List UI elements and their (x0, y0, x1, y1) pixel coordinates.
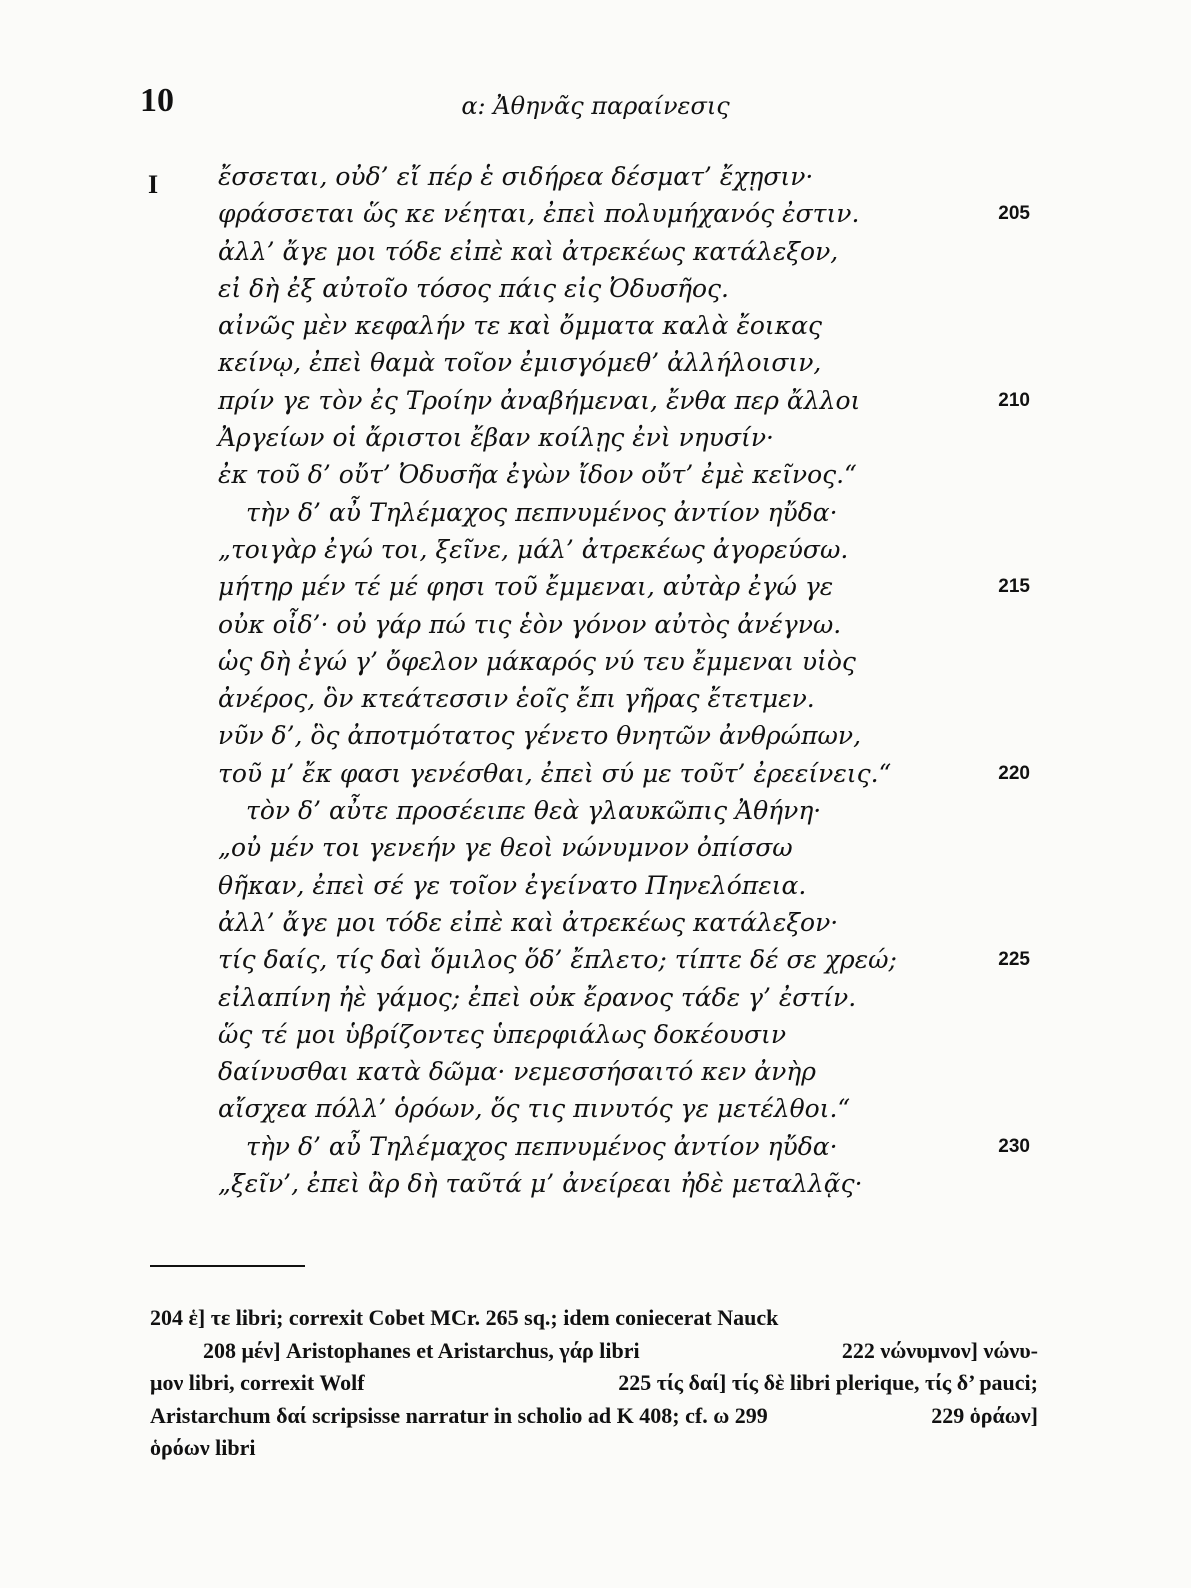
verse-line (0, 419, 1191, 456)
verse-text: τὸν δ’ αὖτε προσέειπε θεὰ γλαυκῶπις Ἀθήνη· (246, 796, 822, 826)
verse-text: θῆκαν, ἐπεὶ σέ γε τοῖον ἐγείνατο Πηνελόπεια. (218, 870, 807, 900)
verse-text: ἀλλ’ ἄγε μοι τόδε εἰπὲ καὶ ἀτρεκέως κατάλεξον, (218, 236, 839, 266)
book-marker: I (148, 170, 159, 199)
critical-apparatus (150, 1302, 1038, 1465)
verse-line (0, 606, 1191, 643)
verse-line (0, 792, 1191, 829)
verse-text: τοῦ μ’ ἔκ φασι γενέσθαι, ἐπεὶ σύ με τοῦτ’ ἐρεείνεις.“ (218, 758, 892, 788)
line-number: 225 (998, 949, 1030, 971)
verse-line (0, 1090, 1191, 1127)
verse-line (0, 1165, 1191, 1202)
verse-line (0, 867, 1191, 904)
verse-text: νῦν δ’, ὃς ἀποτμότατος γένετο θνητῶν ἀνθρώπων, (218, 721, 862, 751)
verse-text: „ξεῖν’, ἐπεὶ ἂρ δὴ ταῦτά μ’ ἀνείρεαι ἠδὲ μεταλλᾷς· (218, 1169, 863, 1199)
verse-text: ὡς δὴ ἐγώ γ’ ὄφελον μάκαρός νύ τευ ἔμμεναι υἱὸς (218, 646, 856, 676)
verse-line (0, 1053, 1191, 1090)
verse-line (0, 941, 1191, 978)
footnote-entry: 225 τίς δαί] τίς δὲ libri plerique, τίς δ’ pauci; (618, 1370, 1038, 1395)
verse-line (0, 904, 1191, 941)
verse-text: „τοιγὰρ ἐγώ τοι, ξεῖνε, μάλ’ ἀτρεκέως ἀγορεύσω. (218, 534, 849, 564)
footnote-line (150, 1432, 1038, 1465)
verse-text: φράσσεται ὥς κε νέηται, ἐπεὶ πολυμήχανός ἐστιν. (218, 199, 860, 229)
verse-line (0, 979, 1191, 1016)
line-number: 205 (998, 203, 1030, 225)
verse-line (0, 531, 1191, 568)
verse-text: τὴν δ’ αὖ Τηλέμαχος πεπνυμένος ἀντίον ηὔδα· (246, 1131, 838, 1161)
verse-text: ἐκ τοῦ δ’ οὔτ’ Ὀδυσῆα ἐγὼν ἴδον οὔτ’ ἐμὲ κεῖνος.“ (218, 460, 857, 490)
verse-line (0, 643, 1191, 680)
line-number: 220 (998, 762, 1030, 784)
verse-line (0, 1016, 1191, 1053)
verse-line (0, 755, 1191, 792)
verse-line (0, 233, 1191, 270)
footnote-entry: 229 ὁράων] (931, 1402, 1038, 1428)
verse-text: αἰνῶς μὲν κεφαλήν τε καὶ ὄμματα καλὰ ἔοικας (218, 311, 822, 341)
verse-text: ἀνέρος, ὃν κτεάτεσσιν ἑοῖς ἔπι γῆρας ἔτετμεν. (218, 684, 815, 714)
footnote-entry: 204 ἑ] τε libri; correxit Cobet MCr. 265 sq.; idem coniecerat Nauck (150, 1305, 779, 1330)
verse-line (0, 456, 1191, 493)
page-number: 10 (140, 82, 174, 119)
verse-line (0, 382, 1191, 419)
verse-text: τίς δαίς, τίς δαὶ ὅμιλος ὅδ’ ἔπλετο; τίπτε δέ σε χρεώ; (218, 945, 897, 975)
verse-line (0, 568, 1191, 605)
verse-text: εἰλαπίνη ἠὲ γάμος; ἐπεὶ οὐκ ἔρανος τάδε γ’ ἐστίν. (218, 982, 857, 1012)
line-number: 230 (998, 1135, 1030, 1157)
footnote-entry: 222 νώνυμνον] νώνυ- (841, 1337, 1038, 1363)
verse-block (0, 158, 1191, 1202)
verse-line (0, 270, 1191, 307)
footnote-line (150, 1302, 1038, 1335)
footnote-entry: ὁρόων libri (150, 1435, 256, 1460)
verse-text: ὥς τέ μοι ὑβρίζοντες ὑπερφιάλως δοκέουσιν (218, 1019, 787, 1049)
verse-line (0, 158, 1191, 195)
verse-text: δαίνυσθαι κατὰ δῶμα· νεμεσσήσαιτό κεν ἀνὴρ (218, 1057, 816, 1087)
verse-line (0, 829, 1191, 866)
footnote-line (150, 1335, 1038, 1368)
footnote-entry: 208 μέν] Aristophanes et Aristarchus, γάρ libri (203, 1337, 640, 1363)
footnote-entry: Aristarchum δαί scripsisse narratur in scholio ad K 408; cf. ω 299 (150, 1402, 768, 1428)
verse-text: κείνῳ, ἐπεὶ θαμὰ τοῖον ἐμισγόμεθ’ ἀλλήλοισιν, (218, 348, 822, 378)
footnote-rule (150, 1265, 305, 1267)
verse-text: μήτηρ μέν τέ μέ φησι τοῦ ἔμμεναι, αὐτὰρ ἐγώ γε (218, 572, 834, 602)
verse-text: εἰ δὴ ἐξ αὐτοῖο τόσος πάις εἰς Ὀδυσῆος. (218, 273, 729, 303)
footnote-line (150, 1367, 1038, 1400)
verse-line (0, 344, 1191, 381)
verse-text: Ἀργείων οἱ ἄριστοι ἔβαν κοίλῃς ἐνὶ νηυσίν· (218, 423, 774, 453)
verse-line (0, 494, 1191, 531)
verse-line (0, 307, 1191, 344)
verse-line (0, 1128, 1191, 1165)
verse-text: ἀλλ’ ἄγε μοι τόδε εἰπὲ καὶ ἀτρεκέως κατάλεξον· (218, 907, 839, 937)
verse-text: τὴν δ’ αὖ Τηλέμαχος πεπνυμένος ἀντίον ηὔδα· (246, 497, 838, 527)
verse-text: οὐκ οἶδ’· οὐ γάρ πώ τις ἑὸν γόνον αὐτὸς ἀνέγνω. (218, 609, 842, 639)
verse-text: πρίν γε τὸν ἐς Τροίην ἀναβήμεναι, ἔνθα περ ἄλλοι (218, 385, 861, 415)
line-number: 210 (998, 389, 1030, 411)
verse-line (0, 195, 1191, 232)
verse-line (0, 680, 1191, 717)
verse-line (0, 717, 1191, 754)
line-number: 215 (998, 576, 1030, 598)
footnote-line (150, 1400, 1038, 1433)
verse-text: αἴσχεα πόλλ’ ὁρόων, ὅς τις πινυτός γε μετέλθοι.“ (218, 1094, 851, 1124)
verse-text: ἔσσεται, οὐδ’ εἴ πέρ ἑ σιδήρεα δέσματ’ ἔχῃσιν· (218, 162, 814, 191)
footnote-entry: μον libri, correxit Wolf (150, 1370, 365, 1395)
verse-text: „οὐ μέν τοι γενεήν γε θεοὶ νώνυμνον ὀπίσσω (218, 833, 793, 863)
running-head: α: Ἀθηνᾶς παραίνεσις (461, 92, 730, 120)
